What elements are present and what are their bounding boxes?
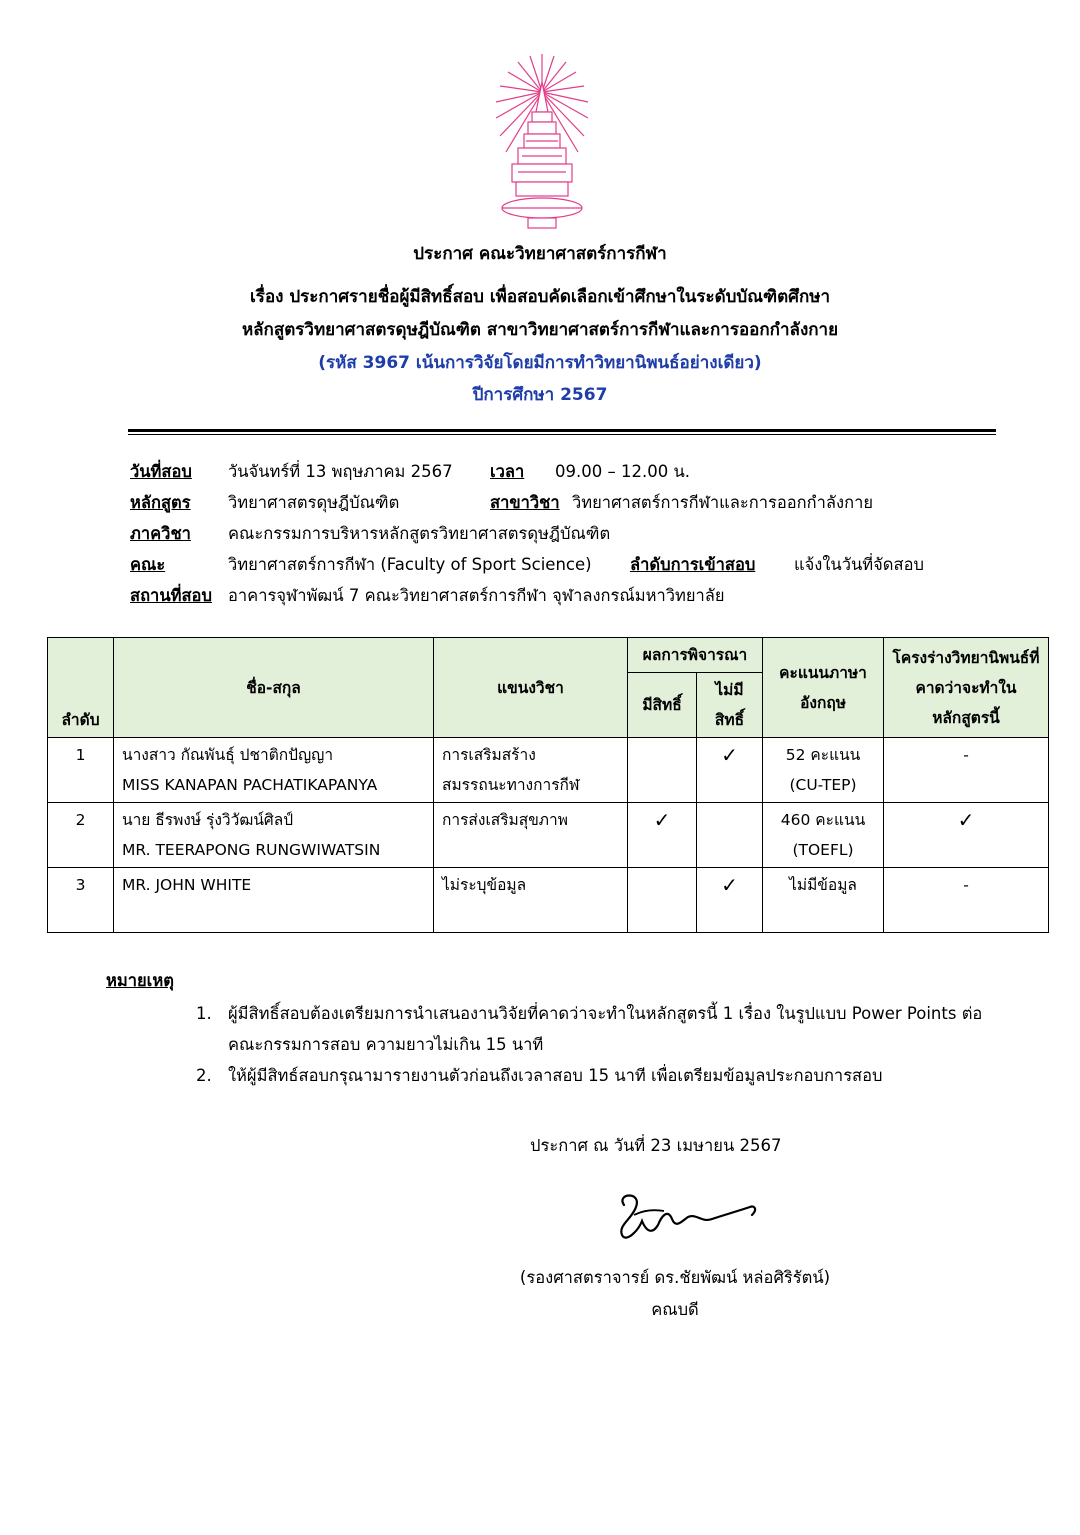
row-thesis: ✓ — [884, 803, 1049, 868]
venue-label: สถานที่สอบ — [130, 586, 212, 605]
row-eligible: ✓ — [628, 803, 697, 868]
header-result: ผลการพิจารณา — [628, 638, 763, 673]
announce-date: ประกาศ ณ วันที่ 23 เมษายน 2567 — [530, 1136, 782, 1155]
name-en: MISS KANAPAN PACHATIKAPANYA — [122, 776, 378, 794]
major-line1: การเสริมสร้าง — [442, 746, 536, 764]
major-line1: การส่งเสริมสุขภาพ — [442, 811, 568, 829]
program-value: วิทยาศาสตรดุษฎีบัณฑิต — [228, 493, 400, 512]
note-item — [196, 998, 996, 1060]
row-eligible — [628, 738, 697, 803]
row-major — [434, 803, 628, 868]
academic-year: ปีการศึกษา 2567 — [472, 385, 608, 405]
row-no: 2 — [48, 803, 114, 868]
field-value: วิทยาศาสตร์การกีฬาและการออกกำลังกาย — [572, 493, 873, 512]
name-th: นางสาว กัณพันธุ์ ปชาติกปัญญา — [122, 746, 334, 764]
row-no: 1 — [48, 738, 114, 803]
venue-value: อาคารจุฬาพัฒน์ 7 คณะวิทยาศาสตร์การกีฬา จุฬาลงกรณ์มหาวิทยาลัย — [228, 586, 725, 605]
row-name — [114, 803, 434, 868]
department-value: คณะกรรมการบริหารหลักสูตรวิทยาศาสตรดุษฎีบัณฑิต — [228, 524, 611, 543]
note-number: 2. — [196, 1066, 212, 1085]
note-item — [196, 1060, 996, 1091]
header-score: คะแนนภาษาอังกฤษ — [763, 638, 884, 738]
table-row — [48, 803, 1049, 868]
table-row — [48, 868, 1049, 933]
score-test: (TOEFL) — [792, 841, 854, 859]
name-th: นาย ธีรพงษ์ รุ่งวิวัฒน์ศิลป์ — [122, 811, 294, 829]
major-line2: สมรรถนะทางการกีฬ — [442, 776, 580, 794]
row-major — [434, 738, 628, 803]
name-th: MR. JOHN WHITE — [122, 876, 252, 894]
row-name — [114, 738, 434, 803]
row-not-eligible: ✓ — [697, 738, 763, 803]
program-label: หลักสูตร — [130, 493, 191, 512]
order-label: ลำดับการเข้าสอบ — [630, 555, 756, 574]
row-eligible — [628, 868, 697, 933]
signer-title: คณบดี — [651, 1300, 699, 1319]
row-score — [763, 803, 884, 868]
note-text: ผู้มีสิทธิ์สอบต้องเตรียมการนำเสนองานวิจัยที่คาดว่าจะทำในหลักสูตรนี้ 1 เรื่อง ในรูปแบบ Power Points ต่อคณะกรรมการสอบ ความยาวไม่เกิน 15 นาที — [228, 1004, 983, 1054]
field-label: สาขาวิชา — [490, 493, 560, 512]
name-en — [122, 900, 425, 930]
row-major — [434, 868, 628, 933]
header-no: ลำดับ — [48, 638, 114, 738]
faculty-label: คณะ — [130, 555, 166, 574]
note-number: 1. — [196, 1004, 212, 1023]
row-name — [114, 868, 434, 933]
row-no: 3 — [48, 868, 114, 933]
program-title: หลักสูตรวิทยาศาสตรดุษฎีบัณฑิต สาขาวิทยาศาสตร์การกีฬาและการออกกำลังกาย — [241, 320, 839, 340]
candidate-table — [47, 637, 1049, 933]
row-not-eligible — [697, 803, 763, 868]
program-code: (รหัส 3967 เน้นการวิจัยโดยมีการทำวิทยานิพนธ์อย่างเดียว) — [318, 353, 762, 373]
header-major: แขนงวิชา — [434, 638, 628, 738]
announcement-subject: เรื่อง ประกาศรายชื่อผู้มีสิทธิ์สอบ เพื่อสอบคัดเลือกเข้าศึกษาในระดับบัณฑิตศึกษา — [250, 287, 830, 307]
table-row — [48, 738, 1049, 803]
faculty-value: วิทยาศาสตร์การกีฬา (Faculty of Sport Science) — [228, 555, 592, 574]
announcement-title: ประกาศ คณะวิทยาศาสตร์การกีฬา — [413, 244, 667, 264]
notes-list — [196, 998, 996, 1091]
signer-name: (รองศาสตราจารย์ ดร.ชัยพัฒน์ หล่อศิริรัตน์) — [519, 1268, 831, 1287]
major-line1: ไม่ระบุข้อมูล — [442, 876, 527, 894]
header-thesis: โครงร่างวิทยานิพนธ์ที่คาดว่าจะทำในหลักสูตรนี้ — [884, 638, 1049, 738]
time-value: 09.00 – 12.00 น. — [555, 462, 690, 481]
header-not-eligible: ไม่มีสิทธิ์ — [697, 673, 763, 738]
exam-date-value: วันจันทร์ที่ 13 พฤษภาคม 2567 — [228, 462, 453, 481]
score-value: 460 คะแนน — [780, 811, 866, 829]
row-thesis: - — [884, 738, 1049, 803]
row-score — [763, 738, 884, 803]
header-name: ชื่อ-สกุล — [114, 638, 434, 738]
university-emblem — [488, 52, 596, 234]
time-label: เวลา — [490, 462, 525, 481]
department-label: ภาควิชา — [130, 524, 191, 543]
divider-thin — [128, 434, 996, 435]
row-not-eligible: ✓ — [697, 868, 763, 933]
score-test: (CU-TEP) — [789, 776, 857, 794]
score-value: 52 คะแนน — [785, 746, 861, 764]
note-text: ให้ผู้มีสิทธ์สอบกรุณามารายงานตัวก่อนถึงเวลาสอบ 15 นาที เพื่อเตรียมข้อมูลประกอบการสอบ — [228, 1066, 883, 1085]
order-value: แจ้งในวันที่จัดสอบ — [794, 555, 924, 574]
row-thesis: - — [884, 868, 1049, 933]
header-eligible: มีสิทธิ์ — [628, 673, 697, 738]
score-value: ไม่มีข้อมูล — [789, 876, 857, 894]
divider-thick — [128, 429, 996, 432]
exam-date-label: วันที่สอบ — [130, 462, 192, 481]
signature — [612, 1185, 762, 1245]
row-score — [763, 868, 884, 933]
notes-title: หมายเหตุ — [106, 971, 174, 990]
name-en: MR. TEERAPONG RUNGWIWATSIN — [122, 841, 381, 859]
